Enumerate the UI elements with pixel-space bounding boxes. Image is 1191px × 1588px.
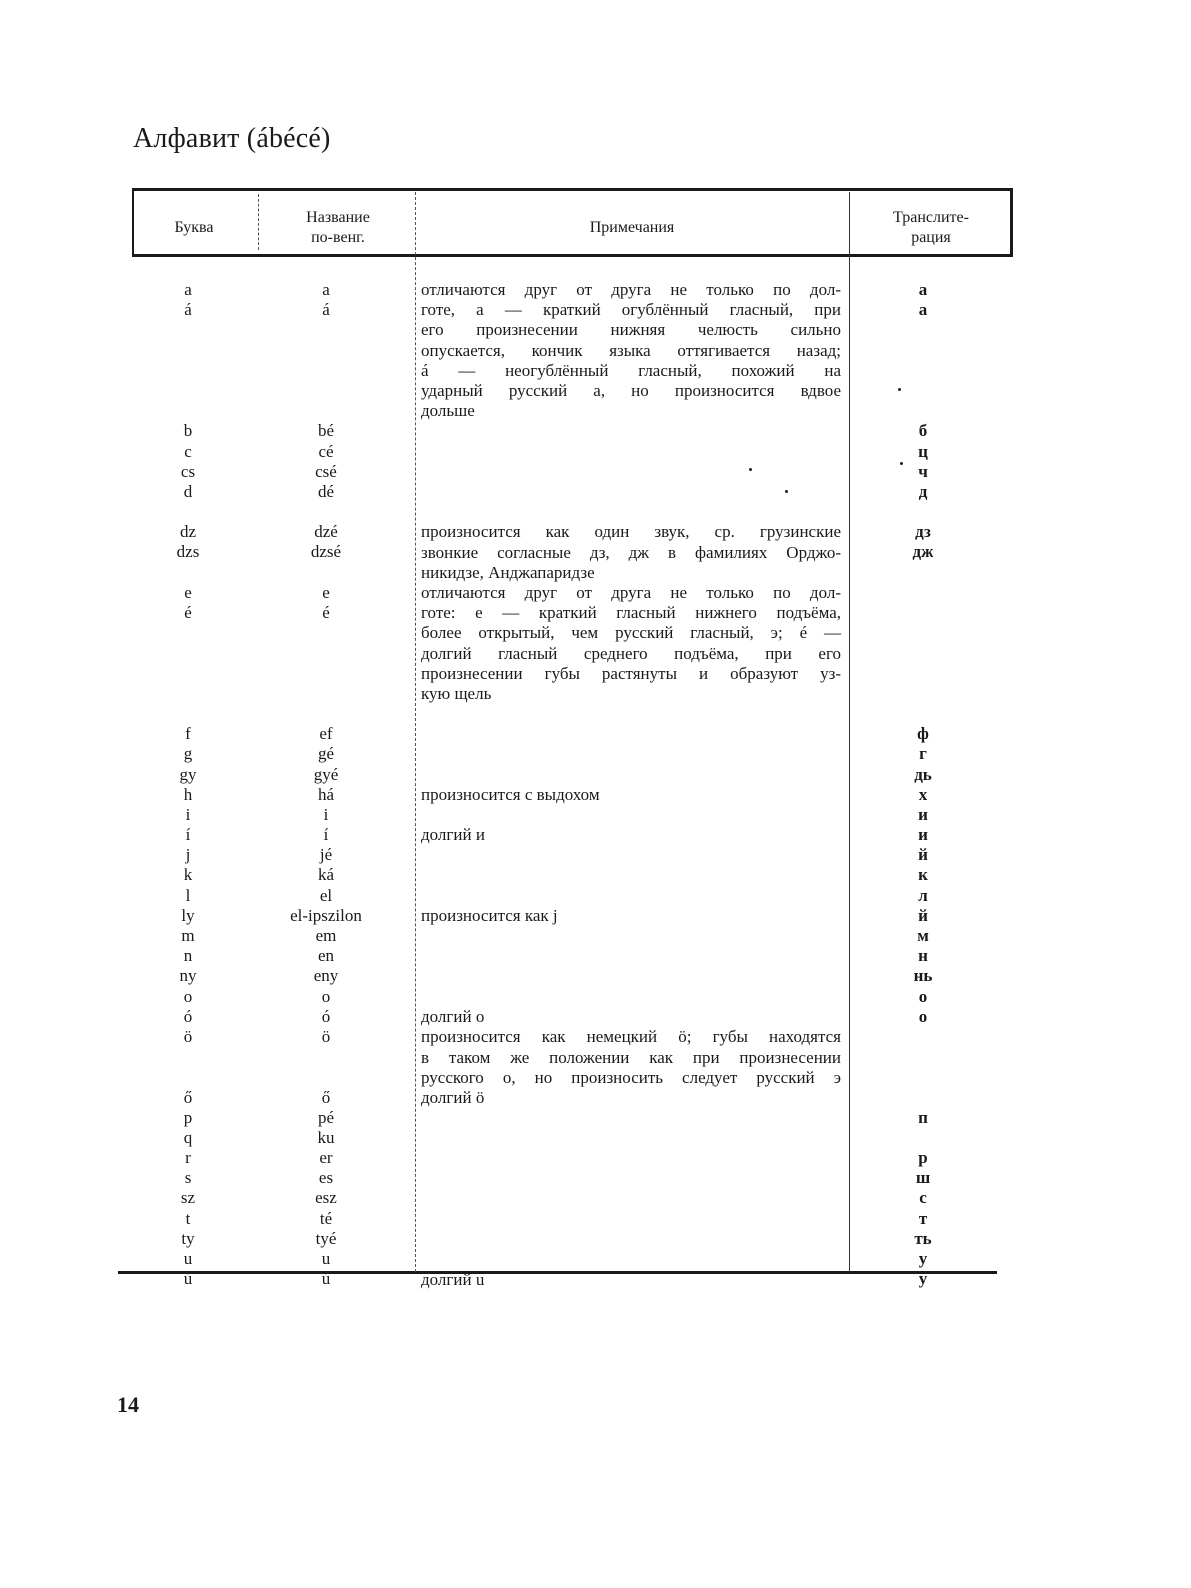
note-line: опускается, кончик языка оттягивается назад; [421,340,841,360]
transliteration-cell: й [918,905,928,925]
transliteration-cell: у [918,1249,928,1268]
hungarian-name-cell: gé [317,744,335,764]
hungarian-name-cell [268,664,384,684]
name-column [268,280,384,1289]
hungarian-name-cell: ö [321,1026,331,1046]
letter-cell: s [184,1168,192,1188]
transliteration-cell: а [918,300,928,320]
transliteration-cell: о [918,986,928,1006]
column-divider-1 [258,194,259,250]
letter-cell: cs [180,461,196,481]
hungarian-name-cell: esz [315,1188,337,1208]
page-number: 14 [117,1392,139,1417]
transliteration-cell: и [918,825,928,845]
note-line: кую щель [421,683,492,703]
hungarian-name-cell: a [322,280,330,299]
letter-cell: g [183,744,193,764]
letter-cell: ny [179,966,197,986]
transliteration-cell: х [918,784,928,804]
transliteration-cell: г [919,744,927,764]
hungarian-name-cell: em [315,926,337,945]
transliteration-cell: дж [912,542,934,562]
print-speck [785,490,788,493]
letter-cell [148,623,228,643]
transliteration-cell [878,1128,968,1148]
transliteration-cell [878,1027,968,1047]
hungarian-name-cell [268,381,384,401]
transliteration-cell [878,563,968,583]
header-name: Название по-венг. [306,209,370,246]
print-speck [900,462,903,465]
hungarian-name-cell: bé [317,421,335,441]
letter-cell: q [183,1127,193,1147]
note-line: готе: е — краткий гласный нижнего подъёма, [421,603,841,623]
table-right-rule [1010,188,1013,257]
column-divider-2 [415,192,416,1272]
letter-cell [148,684,228,704]
hungarian-name-cell [268,623,384,643]
hungarian-name-cell: el-ipszilon [290,905,362,925]
hungarian-name-cell: tyé [315,1228,337,1248]
note-line: его произнесении нижняя челюсть сильно [421,320,841,340]
header-transliteration: Транслите- рация [893,209,969,246]
letter-cell: sz [180,1188,196,1208]
transliteration-cell [878,704,968,724]
print-speck [898,388,901,391]
note-line: произносится как j [421,906,558,926]
hungarian-name-cell [268,320,384,340]
letter-cell: é [184,603,192,622]
letter-cell [148,664,228,684]
transliteration-cell: ть [914,1228,932,1248]
hungarian-name-cell: dé [317,481,335,501]
letter-cell: ó [183,1006,193,1026]
letter-cell: h [183,784,193,804]
hungarian-name-cell: ő [321,1087,331,1107]
hungarian-name-cell: é [322,603,330,622]
hungarian-name-cell [268,341,384,361]
hungarian-name-cell [268,361,384,381]
note-line: долгий ö [421,1087,485,1107]
transliteration-cell: о [918,1006,928,1026]
note-line: никидзе, Анджапаридзе [421,562,595,582]
letter-column [148,280,228,1289]
note-line: отличаются друг от друга не только по дол- [421,280,841,299]
transliteration-cell [878,320,968,340]
hungarian-name-cell [268,563,384,583]
transliteration-cell: д [918,481,928,501]
letter-cell: c [184,441,192,461]
column-divider-3 [849,192,850,1272]
note-line: в таком же положении как при произнесении [421,1047,841,1067]
hungarian-name-cell [268,704,384,724]
letter-cell: e [184,582,192,602]
note-line: долгий о [421,1007,485,1027]
hungarian-name-cell: el [319,885,333,905]
transliteration-cell: а [918,280,928,299]
letter-cell: f [185,724,191,744]
note-line: долгий и [421,825,485,845]
letter-cell: k [183,865,193,885]
note-block [421,1007,841,1027]
letter-cell: ö [183,1026,193,1046]
transliteration-cell: н [918,946,928,966]
alphabet-table [118,188,1013,1289]
letter-cell: u [183,1249,193,1268]
letter-cell [148,1047,228,1067]
letter-cell: á [184,300,192,320]
letter-cell: n [183,946,193,966]
transliteration-cell: дз [915,522,931,542]
note-line: готе, а — краткий огублённый гласный, при [421,300,841,320]
hungarian-name-cell: á [322,300,330,320]
letter-cell: ő [183,1087,193,1107]
transliteration-cell: с [919,1188,927,1208]
header-letter: Буква [174,219,214,236]
letter-cell: dz [179,522,197,542]
note-block [421,785,841,805]
hungarian-name-cell [268,1067,384,1087]
transliteration-cell: й [918,845,928,865]
letter-cell: ly [181,905,195,925]
note-line: произносится как один звук, ср. грузинские [421,522,841,542]
hungarian-name-cell: csé [315,461,337,481]
table-left-rule [132,188,134,257]
letter-cell: ty [181,1228,195,1248]
hungarian-name-cell: há [317,784,335,804]
header-notes: Примечания [589,219,675,236]
transliteration-cell [878,381,968,401]
note-line: более открытый, чем русский гласный, э; é — [421,623,841,643]
hungarian-name-cell: o [321,986,331,1006]
transliteration-cell [878,401,968,421]
letter-cell [148,563,228,583]
transliteration-cell [878,643,968,663]
transliteration-cell: дь [914,764,932,784]
letter-cell: a [184,280,192,299]
transliteration-cell: м [917,926,929,945]
transliteration-cell [878,502,968,522]
hungarian-name-cell: es [318,1168,334,1188]
transliteration-cell: п [918,1107,928,1127]
letter-cell: p [183,1107,193,1127]
note-block [421,1027,841,1108]
hungarian-name-cell: jé [319,845,333,865]
transliteration-cell [878,603,968,623]
note-block [421,825,841,845]
letter-cell: dzs [176,542,200,562]
hungarian-name-cell [268,401,384,421]
note-line: произносится как немецкий ö; губы находятся [421,1027,841,1047]
note-block [421,583,841,704]
hungarian-name-cell: í [323,825,329,845]
note-line: отличаются друг от друга не только по дол- [421,583,841,602]
hungarian-name-cell: u [321,1249,331,1268]
hungarian-name-cell: ú [321,1269,331,1289]
transliteration-cell [878,1067,968,1087]
hungarian-name-cell: pé [317,1107,335,1127]
letter-cell: í [185,825,191,845]
note-line: русского о, но произносить следует русский э [421,1067,841,1087]
transliteration-cell: л [918,885,928,905]
transliteration-cell [878,684,968,704]
letter-cell [148,643,228,663]
letter-cell: d [183,481,193,501]
letter-cell [148,704,228,724]
hungarian-name-cell: er [319,1148,333,1168]
hungarian-name-cell: gyé [313,764,339,784]
letter-cell: i [185,804,191,824]
note-line: дольше [421,401,475,421]
note-line: ударный русский а, но произносится вдвое [421,380,841,400]
hungarian-name-cell [268,1047,384,1067]
letter-cell: m [181,926,195,945]
print-speck [749,468,752,471]
letter-cell: j [185,845,191,865]
hungarian-name-cell: en [317,946,335,966]
hungarian-name-cell [268,643,384,663]
transliteration-cell [878,1047,968,1067]
transliteration-cell [878,583,968,603]
transliteration-cell: и [918,804,928,824]
transliteration-cell: к [918,865,928,885]
transliteration-cell: ч [918,461,928,481]
note-block [421,522,841,583]
transliteration-cell: ш [915,1168,931,1188]
letter-cell: r [185,1148,191,1168]
transliteration-cell [878,341,968,361]
page-title: Алфавит (ábécé) [133,123,331,154]
hungarian-name-cell: e [322,582,330,602]
transliteration-cell: нь [913,966,933,986]
hungarian-name-cell: i [323,804,329,824]
letter-cell: o [183,986,193,1006]
transliteration-column [878,280,968,1289]
note-line: долгий u [421,1269,485,1289]
hungarian-name-cell: ef [319,724,333,744]
letter-cell: t [185,1208,191,1228]
hungarian-name-cell: ó [321,1006,331,1026]
hungarian-name-cell: dzé [314,522,338,542]
transliteration-cell [878,664,968,684]
hungarian-name-cell: cé [318,441,334,461]
transliteration-cell: р [918,1148,928,1168]
letter-cell: ú [183,1269,193,1289]
hungarian-name-cell: té [319,1208,333,1228]
letter-cell: l [185,885,191,905]
note-block [421,906,841,926]
letter-cell [148,502,228,522]
letter-cell [148,341,228,361]
table-header-rule [132,254,1013,257]
table-top-rule [132,188,1013,191]
letter-cell [148,1067,228,1087]
transliteration-cell: б [918,421,928,441]
letter-cell [148,361,228,381]
transliteration-cell [878,623,968,643]
letter-cell: b [183,421,193,441]
hungarian-name-cell: ku [317,1127,335,1147]
letter-cell: gy [179,764,197,784]
transliteration-cell: ф [917,724,929,744]
letter-cell [148,320,228,340]
note-block [421,280,841,421]
transliteration-cell [878,361,968,381]
hungarian-name-cell: ká [317,865,335,885]
note-line: долгий гласный среднего подъёма, при его [421,643,841,663]
letter-cell [148,381,228,401]
note-line: á — неогублённый гласный, похожий на [421,360,841,380]
hungarian-name-cell: dzsé [310,542,342,562]
note-line: произносится с выдохом [421,785,600,804]
hungarian-name-cell [268,502,384,522]
hungarian-name-cell [268,684,384,704]
transliteration-cell [878,1088,968,1108]
letter-cell [148,401,228,421]
note-line: произнесении губы растянуты и образуют уз- [421,663,841,683]
transliteration-cell: у [918,1269,928,1289]
note-line: звонкие согласные дз, дж в фамилиях Орджо- [421,542,841,562]
hungarian-name-cell: eny [313,966,339,986]
note-block [421,1270,841,1290]
transliteration-cell: ц [918,441,928,461]
transliteration-cell: т [918,1208,928,1228]
